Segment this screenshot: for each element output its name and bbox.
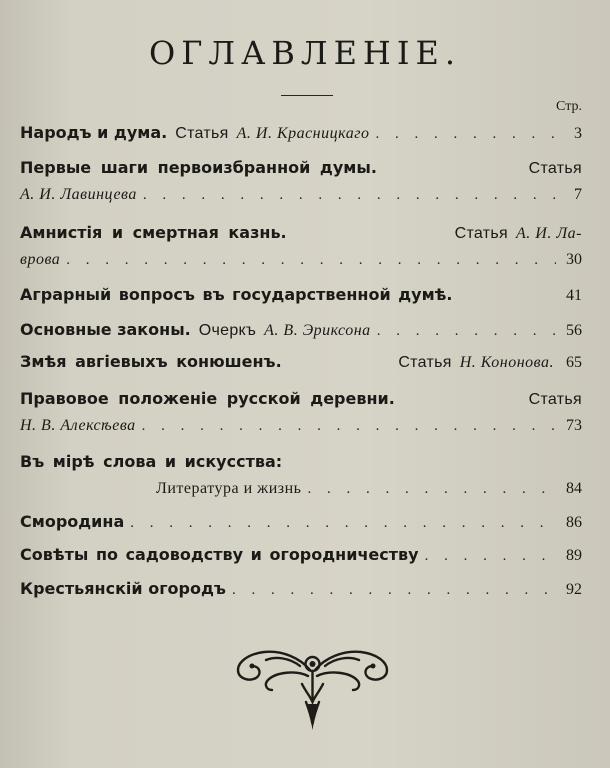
toc-entry — [20, 285, 582, 313]
entry-title: Основные законы. — [20, 320, 191, 339]
toc-entry — [20, 223, 582, 279]
entry-author: А. И. Ла- — [516, 225, 582, 242]
entry-title: Народъ и дума. — [20, 123, 168, 142]
entry-page: 86 — [566, 514, 582, 531]
toc-entry — [20, 158, 582, 214]
toc-entry — [20, 545, 582, 573]
entry-author: Н. В. Алексѣева — [20, 417, 136, 434]
entry-page: 30 — [566, 251, 582, 268]
entry-title: Правовое положеніе русской деревни. — [20, 389, 395, 408]
toc-entry — [20, 452, 582, 508]
entry-page: 73 — [566, 417, 582, 434]
dot-leader — [142, 418, 556, 435]
entry-title: Совѣты по садоводству и огородничеству — [20, 545, 419, 564]
page-column-header: Стр. — [556, 99, 582, 114]
entry-page: 56 — [566, 322, 582, 339]
toc-entry — [20, 123, 582, 151]
dot-leader — [307, 481, 556, 498]
entry-page: 92 — [566, 581, 582, 598]
entry-author: А. В. Эриксона — [264, 322, 371, 339]
entry-page: 41 — [566, 287, 582, 304]
entry-title: Амнистія и смертная казнь. — [20, 223, 287, 242]
entry-subtitle: Литература и жизнь — [156, 480, 302, 497]
entry-title: Смородина — [20, 512, 125, 531]
entry-page: 3 — [574, 125, 582, 142]
dot-leader — [232, 582, 556, 599]
entry-title: Аграрный вопросъ въ государственной думѣ. — [20, 285, 453, 304]
entry-page: 65 — [566, 354, 582, 371]
dot-leader — [377, 323, 556, 340]
entry-desc: Статья — [528, 391, 582, 408]
entry-desc: Статья — [528, 160, 582, 177]
entry-page: 7 — [574, 186, 582, 203]
entry-title: Первые шаги первоизбранной думы. — [20, 158, 377, 177]
dot-leader — [425, 548, 556, 565]
entry-author: А. И. Красницкаго — [236, 125, 370, 142]
dot-leader — [143, 187, 556, 204]
entry-desc: Очеркъ — [198, 322, 257, 339]
toc-entry — [20, 512, 582, 540]
entry-title: Крестьянскій огородъ — [20, 579, 226, 598]
entry-desc: Статья — [454, 225, 508, 242]
entry-title: Въ мірѣ слова и искусства: — [20, 452, 283, 471]
entry-desc: Статья — [398, 354, 452, 371]
entry-page: 84 — [566, 480, 582, 497]
entry-author: А. И. Лавинцева — [20, 186, 137, 203]
page-title: ОГЛАВЛЕНІЕ. — [148, 34, 461, 72]
toc-entry — [20, 320, 582, 348]
title-rule — [281, 95, 333, 96]
dot-leader — [66, 252, 556, 269]
entry-author: Н. Кононова. — [459, 354, 554, 371]
toc-entry — [20, 352, 582, 380]
entry-author-continued: врова — [20, 251, 61, 268]
toc-entry — [20, 389, 582, 445]
fleuron-ornament-icon — [230, 640, 395, 732]
entry-page: 89 — [566, 547, 582, 564]
dot-leader — [375, 126, 556, 143]
toc-entry — [20, 579, 582, 607]
dot-leader — [130, 515, 556, 532]
entry-title: Змѣя авгіевыхъ конюшенъ. — [20, 352, 282, 371]
entry-desc: Статья — [175, 125, 229, 142]
